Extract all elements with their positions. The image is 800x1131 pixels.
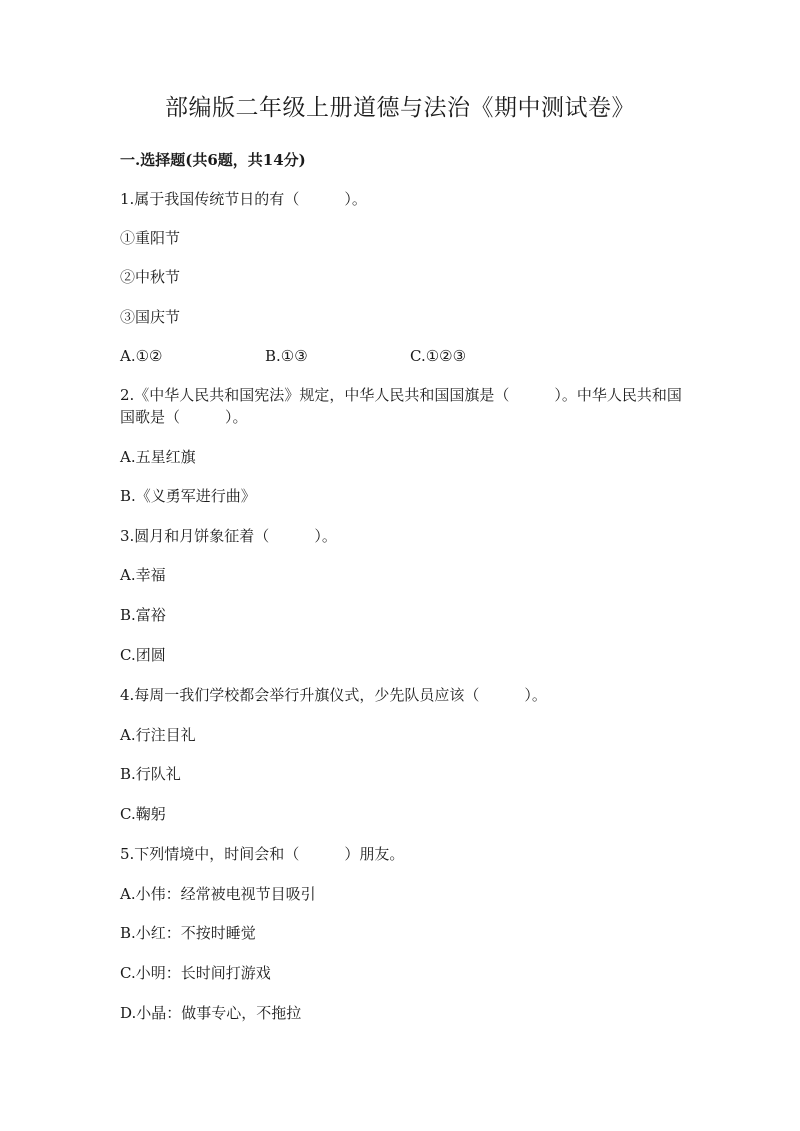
- question-1-item-1: ①重阳节: [120, 229, 181, 247]
- question-5-option-a: A.小伟：经常被电视节目吸引: [120, 885, 316, 903]
- section-heading: 一.选择题(共6题，共14分): [120, 151, 306, 169]
- question-4-stem: 4.每周一我们学校都会举行升旗仪式，少先队员应该（ ）。: [120, 686, 547, 704]
- question-2-option-b: B.《义勇军进行曲》: [120, 487, 256, 505]
- question-4-option-b: B.行队礼: [120, 765, 181, 783]
- page-title: 部编版二年级上册道德与法治《期中测试卷》: [165, 95, 635, 121]
- question-1-item-3: ③国庆节: [120, 308, 181, 326]
- question-3-option-b: B.富裕: [120, 606, 166, 624]
- question-2-option-a: A.五星红旗: [120, 448, 196, 466]
- question-1-option-a: A.①②: [120, 347, 163, 365]
- question-3-stem: 3.圆月和月饼象征着（ ）。: [120, 527, 337, 545]
- question-5-option-b: B.小红：不按时睡觉: [120, 924, 256, 942]
- question-1-stem: 1.属于我国传统节日的有（ ）。: [120, 190, 367, 208]
- question-1-item-2: ②中秋节: [120, 268, 181, 286]
- question-1-option-b: B.①③: [265, 347, 308, 365]
- question-2-stem: 2.《中华人民共和国宪法》规定，中华人民共和国国旗是（ ）。中华人民共和国国歌是（ ）。: [120, 386, 682, 426]
- question-1-option-c: C.①②③: [410, 347, 467, 365]
- question-4-option-a: A.行注目礼: [120, 726, 196, 744]
- question-5-stem: 5.下列情境中，时间会和（ ）朋友。: [120, 845, 405, 863]
- question-3-option-a: A.幸福: [120, 566, 166, 584]
- question-5-option-d: D.小晶：做事专心，不拖拉: [120, 1004, 302, 1022]
- question-4-option-c: C.鞠躬: [120, 805, 166, 823]
- question-3-option-c: C.团圆: [120, 646, 166, 664]
- question-5-option-c: C.小明：长时间打游戏: [120, 964, 271, 982]
